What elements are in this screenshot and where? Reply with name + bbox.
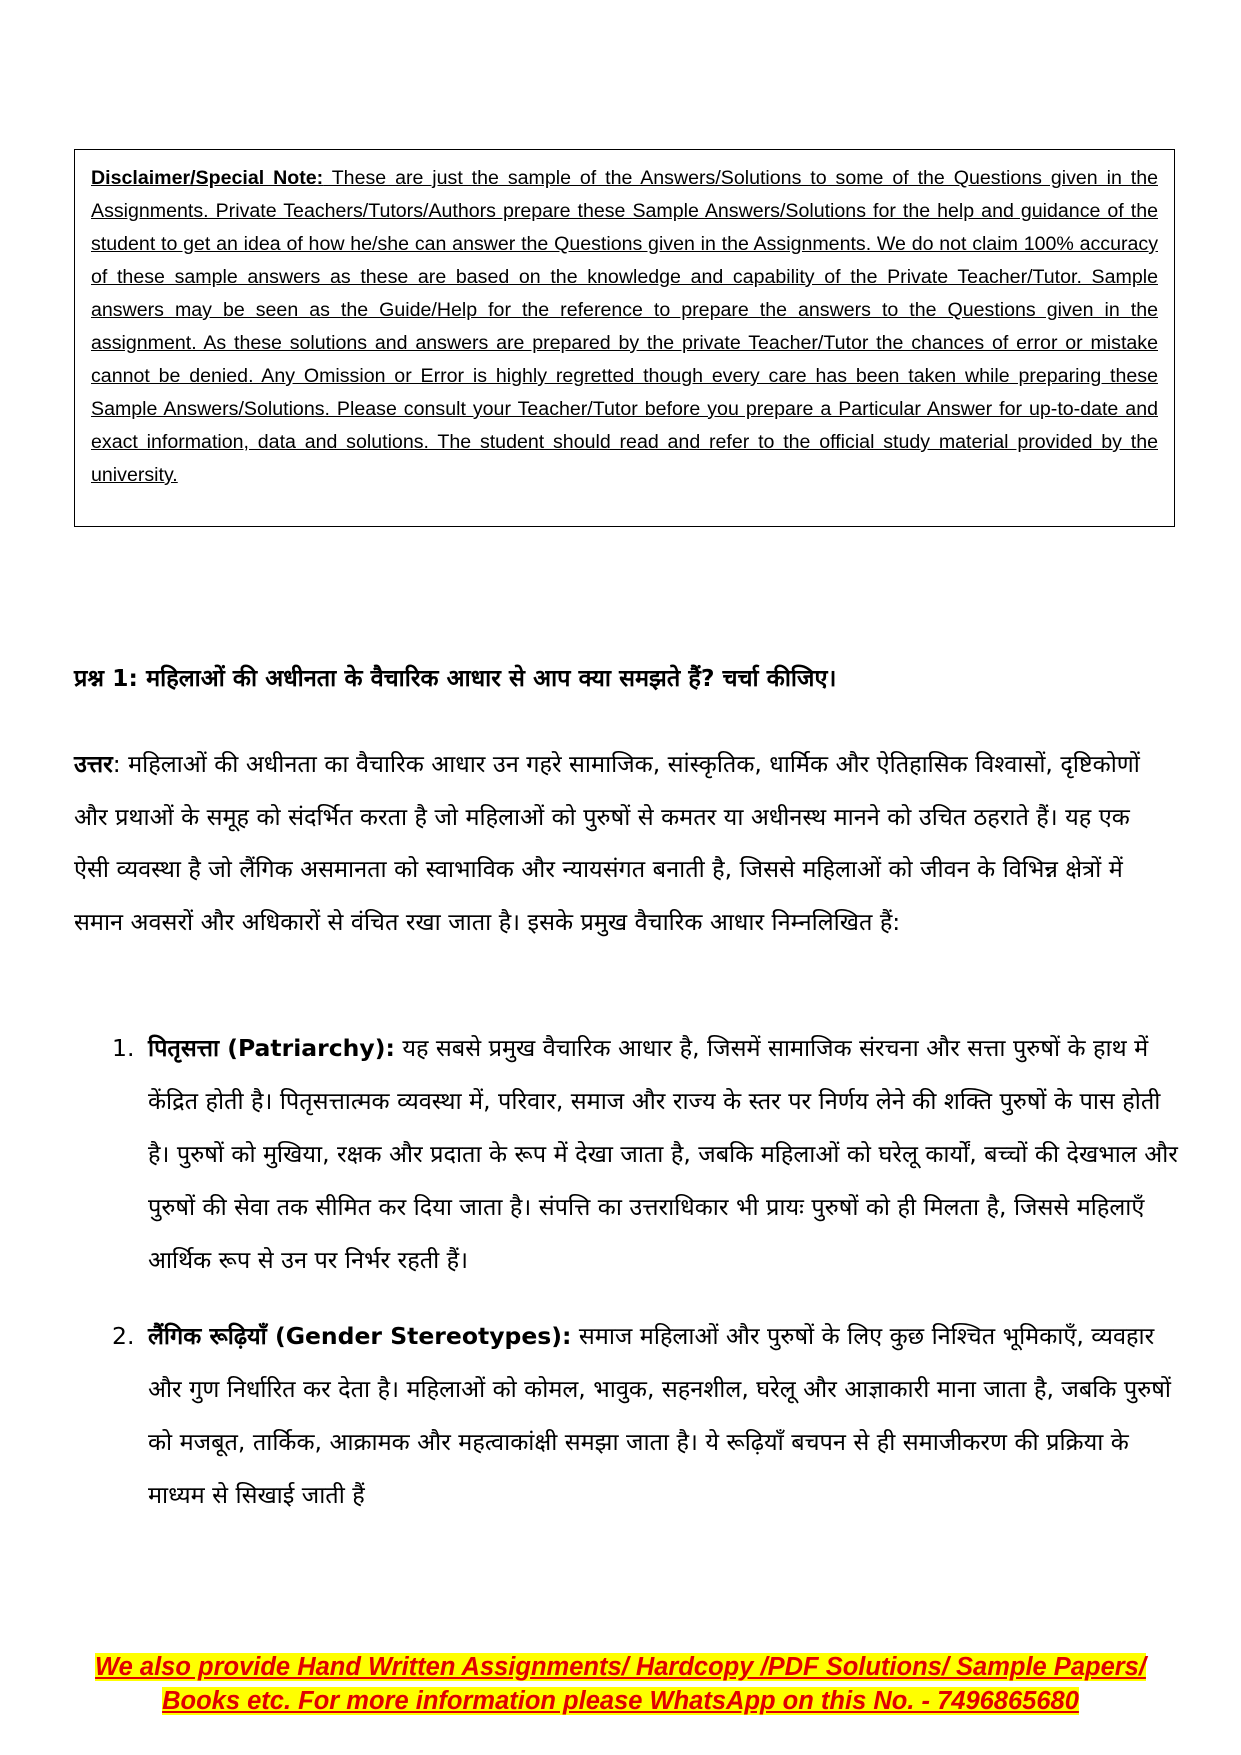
disclaimer-box — [74, 149, 1175, 527]
list-item-body: समाज महिलाओं और पुरुषों के लिए कुछ निश्चित भूमिकाएँ, व्यवहार और गुण निर्धारित कर देता है। महिलाओं को कोमल, भावुक, सहनशील, घरेलू और आज्ञाकारी माना जाता है, जबकि पुरुषों को मजबूत, तार्किक, आक्रामक और महत्वाकांक्षी समझा जाता है। ये रूढ़ियाँ बचपन से ही समाजीकरण की प्रक्रिया के माध्यम से सिखाई जाती हैं — [148, 1322, 1171, 1509]
list-item-english-title: (Gender Stereotypes): — [266, 1322, 572, 1350]
disclaimer-label: Disclaimer/Special Note: — [91, 167, 324, 189]
answer-body: : महिलाओं की अधीनता का वैचारिक आधार उन गहरे सामाजिक, सांस्कृतिक, धार्मिक और ऐतिहासिक विश्वासों, दृष्टिकोणों और प्रथाओं के समूह को संदर्भित करता है जो महिलाओं को पुरुषों से कमतर या अधीनस्थ मानने को उचित ठहराते हैं। यह एक ऐसी व्यवस्था है जो लैंगिक असमानता को स्वाभाविक और न्यायसंगत बनाती है, जिससे महिलाओं को जीवन के विभिन्न क्षेत्रों में समान अवसरों और अधिकारों से वंचित रखा जाता है। इसके प्रमुख वैचारिक आधार निम्नलिखित हैं: — [74, 750, 1140, 936]
list-item-title: लैंगिक रूढ़ियाँ — [148, 1322, 267, 1350]
question-heading: प्रश्न 1: महिलाओं की अधीनता के वैचारिक आधार से आप क्या समझते हैं? चर्चा कीजिए। — [74, 664, 837, 692]
footer-line-2: Books etc. For more information please WhatsApp on this No. - 7496865680 — [162, 1687, 1079, 1715]
list-item-english-title: (Patriarchy): — [219, 1034, 395, 1062]
list-item-body: यह सबसे प्रमुख वैचारिक आधार है, जिसमें सामाजिक संरचना और सत्ता पुरुषों के हाथ में केंद्रित होती है। पितृसत्तात्मक व्यवस्था में, परिवार, समाज और राज्य के स्तर पर निर्णय लेने की शक्ति पुरुषों के पास होती है। पुरुषों को मुखिया, रक्षक और प्रदाता के रूप में देखा जाता है, जबकि महिलाओं को घरेलू कार्यों, बच्चों की देखभाल और पुरुषों की सेवा तक सीमित कर दिया जाता है। संपत्ति का उत्तराधिकार भी प्रायः पुरुषों को ही मिलता है, जिससे महिलाएँ आर्थिक रूप से उन पर निर्भर रहती हैं। — [148, 1034, 1178, 1274]
disclaimer-paragraph — [91, 162, 1158, 492]
answer-paragraph — [74, 738, 1169, 948]
list-item-title: पितृसत्ता — [148, 1034, 220, 1062]
list-item-number: 2. — [112, 1322, 135, 1350]
list-item-number: 1. — [112, 1034, 135, 1062]
disclaimer-body: These are just the sample of the Answers/Solutions to some of the Questions given in the Assignments. Private Teachers/Tutors/Authors prepare these Sample Answers/Solutions for the help and guidance of the student to get an idea of how he/she can answer the Questions given in the Assignments. We do not claim 100% accuracy of these sample answers as these are based on the knowledge and capability of the Private Teacher/Tutor. Sample answers may be seen as the Guide/Help for the reference to prepare the answers to the Questions given in the assignment. As these solutions and answers are prepared by the private Teacher/Tutor the chances of error or mistake cannot be denied. Any Omission or Error is highly regretted though every care has been taken while preparing these Sample Answers/Solutions. Please consult your Teacher/Tutor before you prepare a Particular Answer for up-to-date and exact information, data and solutions. The student should read and refer to the official study material provided by the university. — [91, 167, 1158, 486]
points-list — [74, 1022, 1184, 1522]
list-item — [74, 1022, 1184, 1287]
list-item — [74, 1310, 1184, 1522]
footer-advertisement — [60, 1650, 1181, 1718]
footer-line-1: We also provide Hand Written Assignments/ Hardcopy /PDF Solutions/ Sample Papers/ — [95, 1653, 1146, 1681]
answer-label: उत्तर — [74, 750, 113, 778]
